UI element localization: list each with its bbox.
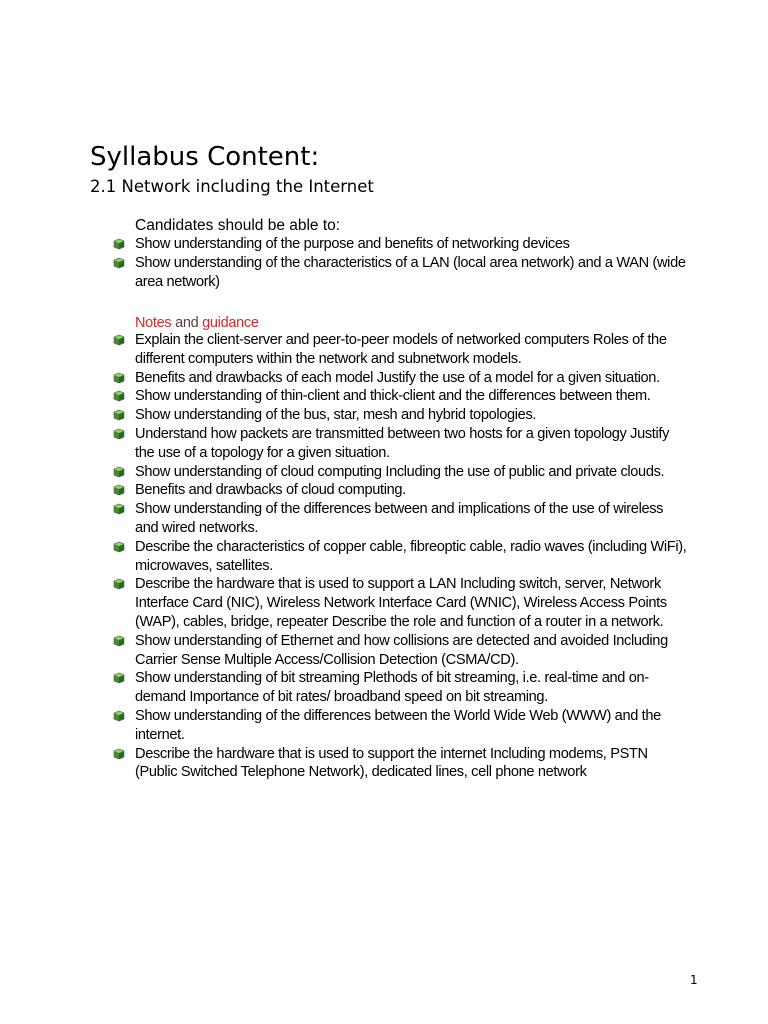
green-cube-bullet-icon <box>112 334 125 346</box>
notes-word: Notes <box>135 315 172 331</box>
green-cube-bullet-icon <box>112 466 125 478</box>
list-item <box>110 369 690 388</box>
list-item <box>110 538 690 576</box>
guidance-word: guidance <box>202 315 259 331</box>
list-item-text: Describe the hardware that is used to support the internet Including modems, PSTN (Public Switched Telephone Network), dedicated lines, cell phone network <box>135 745 648 781</box>
list-item-text: Describe the hardware that is used to support a LAN Including switch, server, Network Interface Card (NIC), Wireless Network Interface Card (WNIC), Wireless Access Points (WAP), cables, bridge, repeater Describe the role and function of a router in a network. <box>135 576 667 630</box>
green-cube-bullet-icon <box>112 578 125 590</box>
green-cube-bullet-icon <box>112 484 125 496</box>
green-cube-bullet-icon <box>112 503 125 515</box>
list-item-text: Describe the characteristics of copper cable, fibreoptic cable, radio waves (including WiFi), microwaves, satellites. <box>135 538 687 574</box>
list-item <box>110 632 690 670</box>
list-item-text: Show understanding of the differences between and implications of the use of wireless and wired networks. <box>135 501 664 536</box>
list-item <box>110 387 690 406</box>
list-item <box>110 500 690 538</box>
green-cube-bullet-icon <box>112 390 125 402</box>
list-item-text: Show understanding of cloud computing Including the use of public and private clouds. <box>135 463 665 480</box>
list-item-text: Show understanding of thin-client and thick-client and the differences between them. <box>135 388 651 405</box>
list-item <box>110 425 690 463</box>
and-word: and <box>175 315 199 331</box>
list-item <box>110 331 690 369</box>
green-cube-bullet-icon <box>112 257 125 269</box>
green-cube-bullet-icon <box>112 635 125 647</box>
list-item-text: Show understanding of the bus, star, mesh and hybrid topologies. <box>135 407 537 424</box>
green-cube-bullet-icon <box>112 541 125 553</box>
notes-heading <box>135 314 259 332</box>
page-number: 1 <box>690 973 698 987</box>
list-item <box>110 235 690 254</box>
green-cube-bullet-icon <box>112 672 125 684</box>
green-cube-bullet-icon <box>112 428 125 440</box>
list-item-text: Show understanding of the purpose and benefits of networking devices <box>135 236 570 252</box>
list-item-text: Benefits and drawbacks of each model Justify the use of a model for a given situation. <box>135 369 660 386</box>
green-cube-bullet-icon <box>112 372 125 384</box>
list-item <box>110 481 690 500</box>
green-cube-bullet-icon <box>112 238 125 250</box>
intro-text: Candidates should be able to: <box>135 217 341 234</box>
list-item <box>110 463 690 482</box>
list-item <box>110 254 690 292</box>
list-item-text: Show understanding of the characteristics of a LAN (local area network) and a WAN (wide area network) <box>135 254 686 290</box>
list-item-text: Explain the client-server and peer-to-peer models of networked computers Roles of the different computers within the network and subnetwork models. <box>135 332 667 367</box>
objectives-list <box>110 235 690 291</box>
green-cube-bullet-icon <box>112 748 125 760</box>
list-item <box>110 707 690 745</box>
list-item <box>110 406 690 425</box>
list-item-text: Show understanding of Ethernet and how collisions are detected and avoided Including Carrier Sense Multiple Access/Collision Detection (CSMA/CD). <box>135 632 668 668</box>
list-item-text: Understand how packets are transmitted between two hosts for a given topology Justify the use of a topology for a given situation. <box>135 425 670 461</box>
green-cube-bullet-icon <box>112 710 125 722</box>
list-item-text: Show understanding of the differences between the World Wide Web (WWW) and the internet. <box>135 707 661 743</box>
list-item <box>110 669 690 707</box>
list-item <box>110 575 690 631</box>
page-title: Syllabus Content: <box>90 142 320 172</box>
list-item-text: Show understanding of bit streaming Plethods of bit streaming, i.e. real-time and on-demand Importance of bit rates/ broadband speed on bit streaming. <box>135 670 649 706</box>
list-item <box>110 745 690 783</box>
guidance-list <box>110 331 690 782</box>
section-heading: 2.1 Network including the Internet <box>90 177 374 196</box>
list-item-text: Benefits and drawbacks of cloud computing. <box>135 482 406 499</box>
green-cube-bullet-icon <box>112 409 125 421</box>
